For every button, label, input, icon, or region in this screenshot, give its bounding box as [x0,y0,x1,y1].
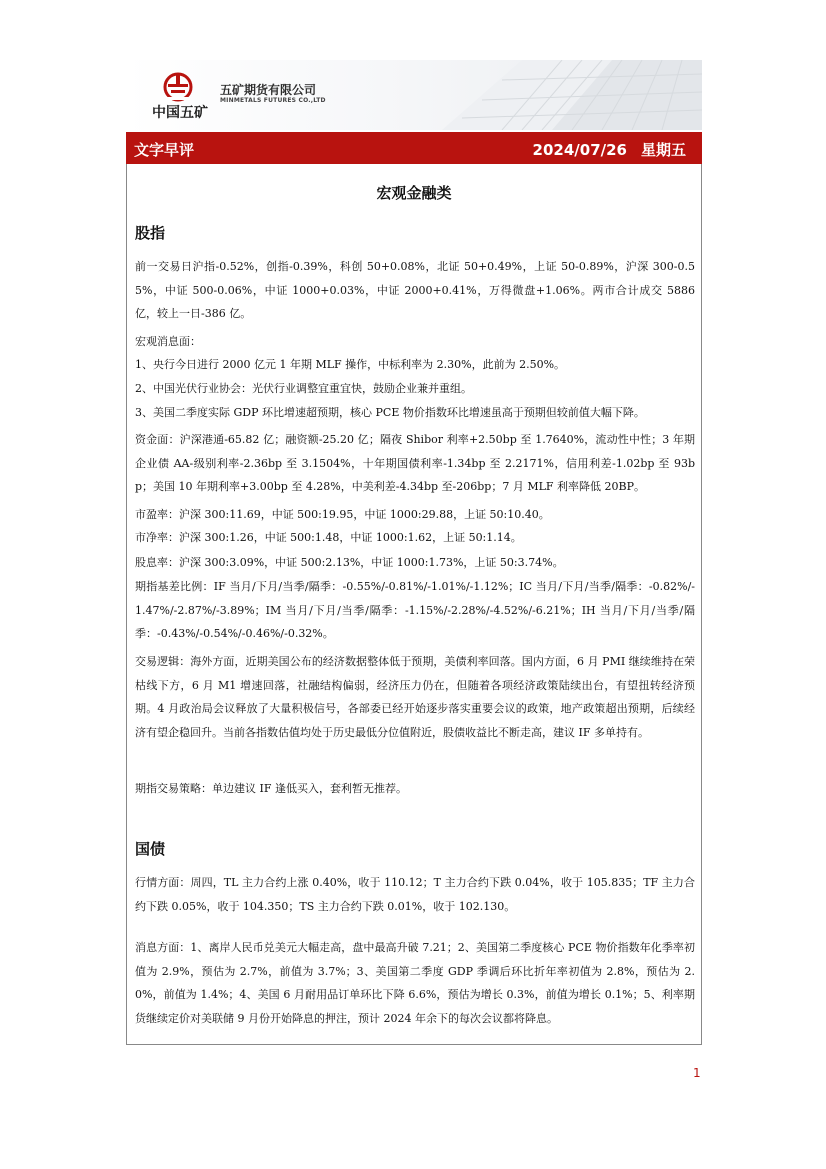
trading-strategy: 期指交易策略：单边建议 IF 逢低买入，套利暂无推荐。 [135,782,407,795]
building-graphic [402,60,702,130]
funding-paragraph: 资金面：沪深港通-65.82 亿；融资额-25.20 亿；隔夜 Shibor 利率+2.50bp 至 1.7640%，流动性中性；3 年期企业债 AA-级别利率-2.36bp 至 3.1504%，十年期国债利率-1.34bp 至 2.2171%，信用利差-1.02bp 至 93bp；美国 10 年期利率+3.00bp 至 4.28%，中美利差-4.34bp 至-206bp；7 月 MLF 利率降低 20BP。 [135,433,695,493]
title-bar [126,132,702,164]
macro-news-1: 1、央行今日进行 2000 亿元 1 年期 MLF 操作，中标利率为 2.30%，此前为 2.50%。 [135,358,566,371]
report-date-group [519,139,686,160]
trading-logic: 交易逻辑：海外方面，近期美国公布的经济数据整体低于预期，美债利率回落。国内方面，6 月 PMI 继续维持在荣枯线下方，6 月 M1 增速回落，社融结构偏弱，经济压力仍在，但随着各项经济政策陆续出台，有望扭转经济预期。4 月政治局会议释放了大量积极信号，各部委已经开始逐步落实重要会议的政策，地产政策超出预期，后续经济有望企稳回升。当前各指数估值均处于历史最低分位值附近，股债收益比不断走高，建议 IF 多单持有。 [135,655,695,739]
treasury-news: 消息方面：1、离岸人民币兑美元大幅走高，盘中最高升破 7.21；2、美国第二季度核心 PCE 物价指数年化季率初值为 2.9%，预估为 2.7%，前值为 3.7%；3、美国第二季度 GDP 季调后环比折年率初值为 2.8%，预估为 2.0%，前值为 1.4%；4、美国 6 月耐用品订单环比下降 6.6%，预估为增长 0.3%，前值为增长 0.1%；5、利率期货继续定价对美联储 9 月份开始降息的押注，预计 2024 年余下的每次会议都将降息。 [135,941,695,1025]
header-banner [126,60,702,130]
dividend-yield: 股息率：沪深 300:3.09%，中证 500:2.13%，中证 1000:1.73%，上证 50:3.74%。 [135,556,564,569]
company-name-cn: 五矿期货有限公司 [220,83,317,97]
minmetals-logo-icon [162,70,194,102]
logo-text: 中国五矿 [152,105,208,121]
report-type: 文字早评 [134,141,195,159]
treasury-market: 行情方面：周四，TL 主力合约上涨 0.40%，收于 110.12；T 主力合约下跌 0.04%，收于 105.835；TF 主力合约下跌 0.05%，收于 104.350；TS 主力合约下跌 0.01%，收于 102.130。 [135,876,695,913]
macro-news-label: 宏观消息面： [135,335,201,348]
treasury-heading: 国债 [135,840,166,858]
section-title: 宏观金融类 [376,184,452,202]
page-number: 1 [693,1066,701,1080]
content-box [126,164,702,1045]
stock-index-heading: 股指 [135,224,166,242]
pe-ratio: 市盈率：沪深 300:11.69，中证 500:19.95，中证 1000:29.88，上证 50:10.40。 [135,508,550,521]
stock-index-summary: 前一交易日沪指-0.52%，创指-0.39%，科创 50+0.08%，北证 50+0.49%，上证 50-0.89%，沪深 300-0.55%，中证 500-0.06%，中证 1000+0.03%，中证 2000+0.41%，万得微盘+1.06%。两市合计成交 5886 亿，较上一日-386 亿。 [135,260,695,320]
macro-news-2: 2、中国光伏行业协会：光伏行业调整宜重宜快，鼓励企业兼并重组。 [135,382,472,395]
basis-ratio: 期指基差比例：IF 当月/下月/当季/隔季：-0.55%/-0.81%/-1.01%/-1.12%；IC 当月/下月/当季/隔季：-0.82%/-1.47%/-2.87%/-3.89%；IM 当月/下月/当季/隔季：-1.15%/-2.28%/-4.52%/-6.21%；IH 当月/下月/当季/隔季：-0.43%/-0.54%/-0.46%/-0.32%。 [135,580,695,640]
report-weekday: 星期五 [640,141,686,159]
report-date: 2024/07/26 [532,141,627,159]
pb-ratio: 市净率：沪深 300:1.26，中证 500:1.48，中证 1000:1.62，上证 50:1.14。 [135,531,522,544]
macro-news-3: 3、美国二季度实际 GDP 环比增速超预期，核心 PCE 物价指数环比增速虽高于预期但较前值大幅下降。 [135,406,645,419]
company-name-en: MINMETALS FUTURES CO.,LTD [220,97,326,104]
